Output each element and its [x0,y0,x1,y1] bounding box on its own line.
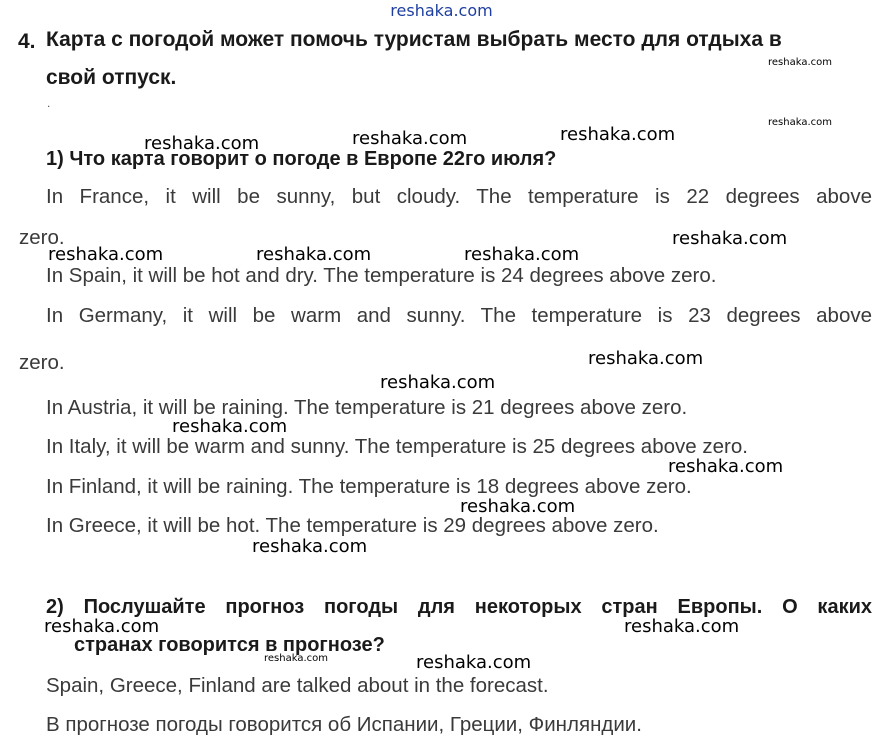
italy-line: In Italy, it will be warm and sunny. The temperature is 25 degrees above zero. [46,435,748,458]
stray-dot: . [47,96,51,110]
watermark: reshaka.com [624,616,740,637]
watermark: reshaka.com [264,653,328,664]
watermark: reshaka.com [172,416,288,437]
answer-russian: В прогнозе погоды говорится об Испании, Греции, Финляндии. [46,713,642,736]
watermark: reshaka.com [768,117,832,128]
watermark: reshaka.com [416,652,532,673]
greece-line: In Greece, it will be hot. The temperature is 29 degrees above zero. [46,514,659,537]
watermark: reshaka.com [460,496,576,517]
watermark: reshaka.com [464,244,580,265]
part2-title-line1: 2) Послушайте прогноз погоды для некоторых стран Европы. О каких [46,596,872,618]
france-line2: zero. [19,226,65,249]
watermark: reshaka.com [48,244,164,265]
watermark: reshaka.com [144,133,260,154]
germany-line1: In Germany, it will be warm and sunny. The temperature is 23 degrees above [46,304,872,327]
watermark: reshaka.com [256,244,372,265]
watermark: reshaka.com [44,616,160,637]
germany-line2: zero. [19,351,65,374]
question-text-line1: Карта с погодой может помочь туристам выбрать место для отдыха в [46,28,782,51]
top-watermark: reshaka.com [390,1,493,20]
watermark: reshaka.com [672,228,788,249]
watermark: reshaka.com [380,372,496,393]
watermark: reshaka.com [352,128,468,149]
watermark: reshaka.com [588,348,704,369]
france-line1: In France, it will be sunny, but cloudy. The temperature is 22 degrees above [46,185,872,208]
spain-line: In Spain, it will be hot and dry. The temperature is 24 degrees above zero. [46,264,717,287]
austria-line: In Austria, it will be raining. The temperature is 21 degrees above zero. [46,396,688,419]
part1-title: 1) Что карта говорит о погоде в Европе 22го июля? [46,148,557,170]
part2-title-line2: странах говорится в прогнозе? [74,634,385,656]
watermark: reshaka.com [560,124,676,145]
finland-line: In Finland, it will be raining. The temperature is 18 degrees above zero. [46,475,692,498]
question-number: 4. [18,30,36,53]
watermark: reshaka.com [668,456,784,477]
answer-english: Spain, Greece, Finland are talked about in the forecast. [46,674,549,697]
question-text-line2: свой отпуск. [46,66,177,89]
watermark: reshaka.com [768,57,832,68]
watermark: reshaka.com [252,536,368,557]
